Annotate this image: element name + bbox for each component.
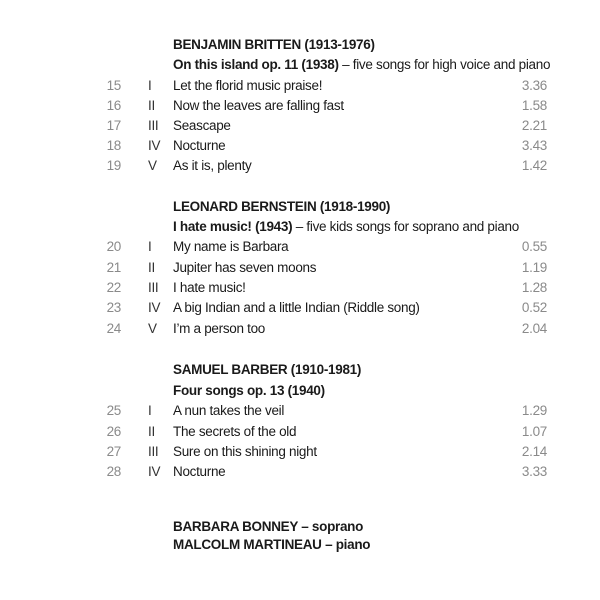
track-row [0,76,600,96]
track-title: Seascape [173,118,231,133]
work-title: I hate music! (1943) [173,219,293,234]
track-duration: 2.04 [521,321,547,336]
track-duration: 3.36 [521,78,547,93]
track-number: 21 [106,260,121,275]
movement-numeral: III [148,118,159,133]
track-duration: 1.07 [521,424,547,439]
track-row [0,136,600,156]
track-title: Now the leaves are falling fast [173,98,344,113]
movement-numeral: I [148,78,152,93]
track-number: 24 [106,321,121,336]
track-number: 16 [106,98,121,113]
track-row [0,422,600,442]
movement-numeral: III [148,280,159,295]
track-row [0,462,600,482]
track-duration: 1.19 [521,260,547,275]
track-title: The secrets of the old [173,424,297,439]
track-row [0,442,600,462]
track-title: Nocturne [173,138,226,153]
movement-numeral: III [148,444,159,459]
performer-soprano: BARBARA BONNEY – soprano [173,519,364,534]
work-title: Four songs op. 13 (1940) [173,383,325,398]
track-duration: 2.14 [521,444,547,459]
track-title: My name is Barbara [173,239,289,254]
track-number: 17 [106,118,121,133]
movement-numeral: I [148,403,152,418]
track-number: 25 [106,403,121,418]
track-duration: 1.58 [521,98,547,113]
movement-numeral: IV [148,300,161,315]
track-row [0,116,600,136]
work-subtitle: – five songs for high voice and piano [338,57,551,72]
track-duration: 0.52 [521,300,547,315]
track-row [0,319,600,339]
movement-numeral: V [148,321,157,336]
movement-numeral: IV [148,138,161,153]
track-number: 28 [106,464,121,479]
track-number: 15 [106,78,121,93]
track-row [0,278,600,298]
performer-piano: MALCOLM MARTINEAU – piano [173,537,371,552]
track-number: 27 [106,444,121,459]
track-row [0,298,600,318]
movement-numeral: II [148,98,155,113]
track-number: 23 [106,300,121,315]
track-row [0,258,600,278]
composer-heading: SAMUEL BARBER (1910-1981) [173,362,362,377]
track-duration: 3.33 [521,464,547,479]
track-duration: 1.42 [521,158,547,173]
track-row [0,156,600,176]
track-duration: 3.43 [521,138,547,153]
track-title: I hate music! [173,280,246,295]
track-row [0,237,600,257]
track-duration: 1.29 [521,403,547,418]
movement-numeral: II [148,260,155,275]
work-heading [173,381,325,401]
track-number: 26 [106,424,121,439]
movement-numeral: I [148,239,152,254]
track-title: Jupiter has seven moons [173,260,317,275]
track-title: Nocturne [173,464,226,479]
track-number: 18 [106,138,121,153]
track-number: 20 [106,239,121,254]
track-row [0,96,600,116]
track-row [0,401,600,421]
track-title: As it is, plenty [173,158,252,173]
track-duration: 1.28 [521,280,547,295]
movement-numeral: II [148,424,155,439]
movement-numeral: IV [148,464,161,479]
track-duration: 2.21 [521,118,547,133]
work-subtitle: – five kids songs for soprano and piano [292,219,519,234]
track-title: A big Indian and a little Indian (Riddle song) [173,300,420,315]
track-number: 22 [106,280,121,295]
movement-numeral: V [148,158,157,173]
work-title: On this island op. 11 (1938) [173,57,339,72]
track-duration: 0.55 [521,239,547,254]
composer-heading: BENJAMIN BRITTEN (1913-1976) [173,37,375,52]
track-title: A nun takes the veil [173,403,285,418]
work-heading [173,55,550,75]
work-heading [173,217,519,237]
track-title: I’m a person too [173,321,266,336]
track-number: 19 [106,158,121,173]
track-title: Sure on this shining night [173,444,317,459]
composer-heading: LEONARD BERNSTEIN (1918-1990) [173,199,391,214]
track-title: Let the florid music praise! [173,78,323,93]
